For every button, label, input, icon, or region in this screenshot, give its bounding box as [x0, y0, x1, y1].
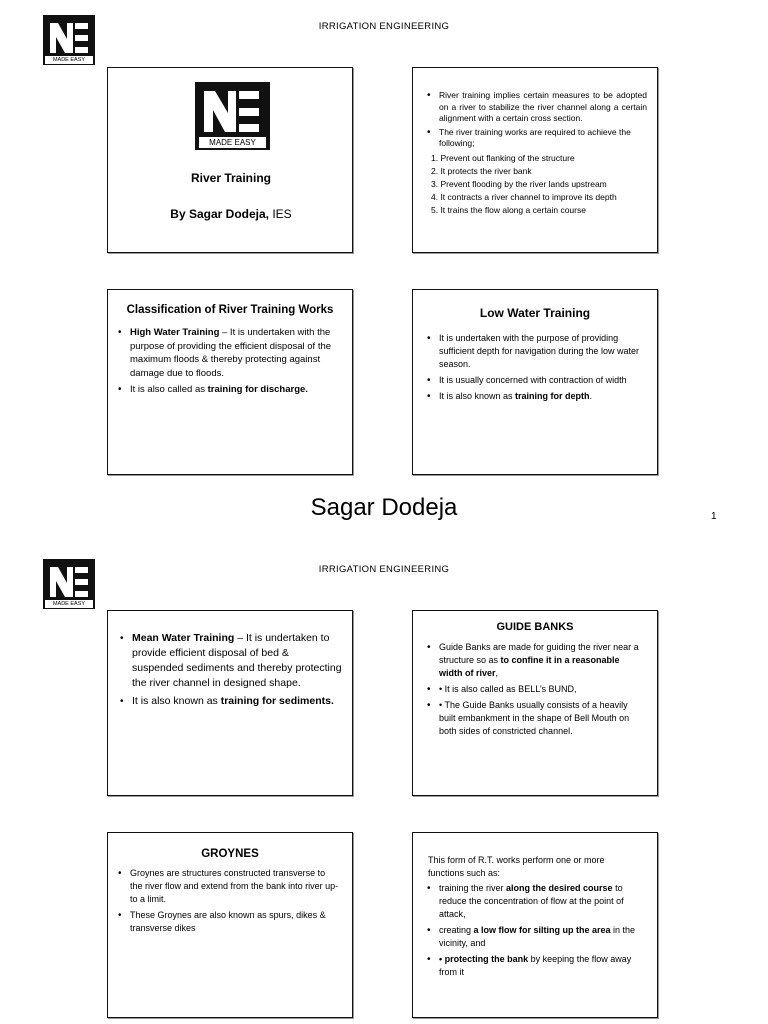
list-item: [439, 641, 645, 680]
slide-groynes: [107, 832, 353, 1018]
bold-term: • protecting the bank: [439, 954, 529, 964]
list-item: 5. It trains the flow along a certain course: [431, 204, 586, 215]
bold-term: along the desired course: [506, 883, 613, 893]
list-text: in the vicinity, and: [439, 925, 636, 948]
list-text: Guide Banks are made for guiding the river near a structure so as: [439, 642, 639, 665]
list-item: [439, 924, 645, 950]
list-item: • It is usually concerned with contraction of width: [439, 374, 645, 387]
list-text: ,: [495, 668, 499, 678]
list-text: It is also known as: [439, 391, 516, 401]
slide-intro: This form of R.T. works perform one or more functions such as:: [428, 855, 605, 878]
slide-rt-functions: [412, 832, 658, 1018]
slide-heading: River Training: [190, 171, 272, 185]
slide-heading: Classification of River Training Works: [126, 304, 334, 316]
list-text: to reduce the concentration of flow at the point of attack,: [439, 883, 624, 919]
footer-author: Sagar Dodeja: [310, 494, 458, 521]
bold-term: training for depth: [515, 391, 590, 401]
slide-heading: Low Water Training: [479, 306, 591, 320]
list-text: .: [589, 391, 593, 401]
slide-title: [107, 67, 353, 253]
list-item: 1. Prevent out flanking of the structure: [431, 152, 575, 163]
list-text: training the river: [439, 883, 507, 893]
list-text: – It is undertaken to provide efficient disposal of bed & suspended sediments and thereby protecting the river channel in designed shape.: [132, 632, 342, 689]
header-title: IRRIGATION ENGINEERING: [318, 564, 450, 575]
author-credential: IES: [269, 207, 292, 221]
list-item: • River training implies certain measures to be adopted on a river to stabilize the river channel along a certain alignment with a certain cross section.: [439, 90, 647, 125]
list-item: • These Groynes are also known as spurs, dikes & transverse dikes: [130, 909, 340, 935]
slide-low-water-training: [412, 289, 658, 475]
bold-term: High Water Training: [130, 327, 220, 338]
logo-text: MADE EASY: [52, 601, 86, 607]
list-item: [439, 953, 645, 979]
bold-term: to confine it in a reasonable width of river: [439, 655, 620, 678]
list-item: • The river training works are required to achieve the following;: [439, 127, 647, 150]
slide-mean-water-training: [107, 610, 353, 796]
bold-term: Mean Water Training: [132, 632, 235, 644]
list-item: • Groynes are structures constructed transverse to the river flow and extend from the bank into river up-to a limit.: [130, 867, 340, 906]
slide-classification: [107, 289, 353, 475]
list-item: • • The Guide Banks usually consists of a heavily built embankment in the shape of Bell Mouth on both sides of constricted channel.: [439, 699, 645, 738]
slide-river-training-definition: [412, 67, 658, 253]
list-item: [439, 882, 645, 921]
slide-heading: GUIDE BANKS: [496, 621, 574, 633]
list-text: It is also known as: [132, 695, 221, 707]
list-item: [132, 631, 342, 691]
slide-heading: GROYNES: [201, 848, 259, 860]
author-line: [108, 207, 354, 221]
list-item: [130, 326, 342, 380]
list-text: It is also called as: [130, 384, 208, 395]
list-item: 2. It protects the river bank: [431, 165, 532, 176]
author-name: By Sagar Dodeja,: [170, 207, 269, 221]
page-number: 1: [711, 511, 717, 522]
list-item: • It is undertaken with the purpose of providing sufficient depth for navigation during the low water season.: [439, 332, 645, 371]
list-text: creating: [439, 925, 474, 935]
logo-text: MADE EASY: [52, 57, 86, 63]
made-easy-logo: [195, 82, 270, 150]
list-item: 4. It contracts a river channel to improve its depth: [431, 191, 617, 202]
list-item: [439, 390, 645, 403]
header-title: IRRIGATION ENGINEERING: [318, 21, 450, 32]
list-item: 3. Prevent flooding by the river lands upstream: [431, 178, 607, 189]
bold-term: training for discharge.: [207, 384, 308, 395]
bold-term: training for sediments.: [220, 695, 334, 707]
bold-term: a low flow for silting up the area: [473, 925, 611, 935]
list-text: by keeping the flow away from it: [439, 954, 632, 977]
slide-guide-banks: [412, 610, 658, 796]
list-item: [132, 694, 342, 709]
list-text: – It is undertaken with the purpose of providing the efficient disposal of the maximum floods & thereby protecting against damage due to floods.: [130, 327, 332, 379]
logo-text: MADE EASY: [209, 138, 256, 147]
list-item: • • It is also called as BELL’s BUND,: [439, 683, 645, 696]
list-item: [130, 383, 342, 397]
